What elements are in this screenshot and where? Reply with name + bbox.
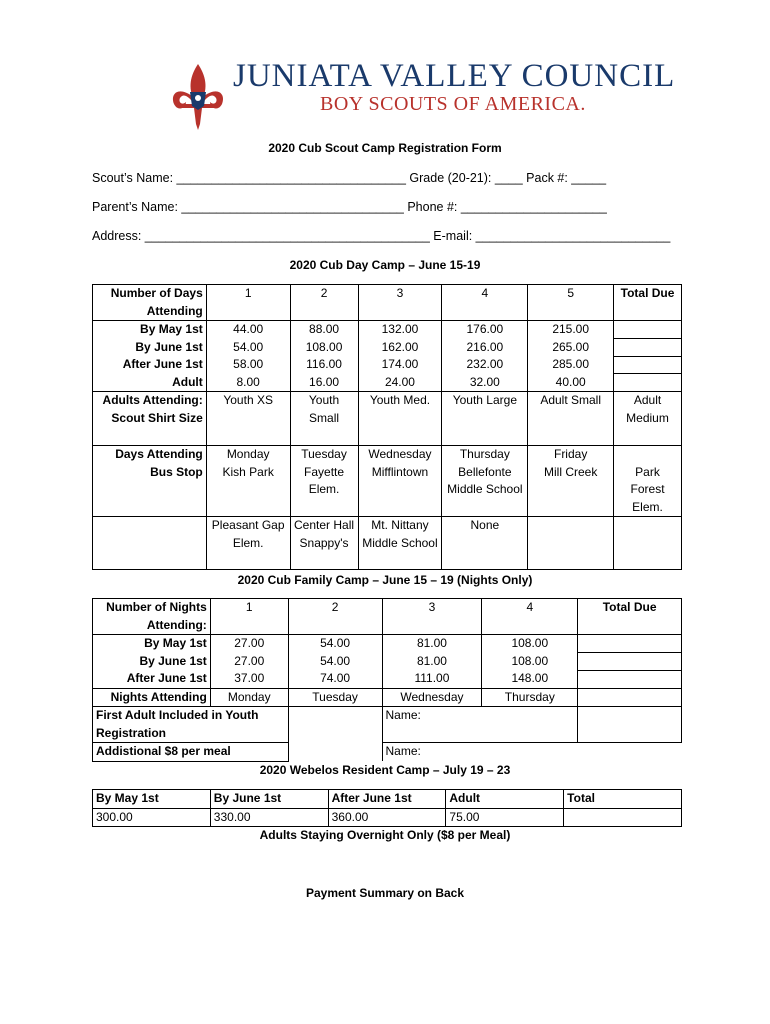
shirt-size-option[interactable]: Youth Small: [290, 392, 358, 446]
family-camp-table: [92, 598, 682, 762]
price-cell: 44.00: [206, 321, 290, 339]
price-cell: 215.00: [528, 321, 614, 339]
empty-cell: [288, 743, 382, 762]
total-due-cell[interactable]: [578, 707, 682, 743]
webelos-price: 300.00: [93, 808, 211, 827]
row-label: By June 1st: [93, 653, 211, 671]
additional-meal-label: Addistional $8 per meal: [93, 743, 289, 762]
row-label: Days Attending: [115, 447, 203, 461]
price-cell: 27.00: [210, 635, 288, 653]
name-label: Name:: [385, 744, 421, 758]
fleur-de-lis-icon: [168, 62, 228, 132]
bus-stop-option[interactable]: Pleasant Gap Elem.: [206, 517, 290, 570]
day-camp-table: [92, 284, 682, 570]
total-due-cell[interactable]: [578, 653, 682, 671]
empty-cell: [614, 517, 682, 570]
row-label: Nights Attending: [93, 688, 211, 707]
price-cell: 132.00: [358, 321, 442, 339]
bus-stop-option[interactable]: Mt. Nittany Middle School: [358, 517, 442, 570]
price-cell: 37.00: [210, 670, 288, 688]
price-cell: 174.00: [358, 356, 442, 374]
form-title: 2020 Cub Scout Camp Registration Form: [268, 141, 502, 155]
webelos-table: [92, 789, 682, 827]
bsa-fleur-de-lis-logo: [168, 62, 228, 132]
option-cell[interactable]: [528, 446, 614, 517]
price-cell: 176.00: [442, 321, 528, 339]
price-cell: 27.00: [210, 653, 288, 671]
price-cell: 265.00: [528, 339, 614, 357]
adult-name-cell[interactable]: [382, 707, 578, 743]
col-header: 2: [288, 599, 382, 635]
adult-name-cell[interactable]: [382, 743, 578, 762]
price-cell: 108.00: [290, 339, 358, 357]
option-cell[interactable]: [290, 446, 358, 517]
col-header: 1: [206, 285, 290, 321]
bus-stop-option[interactable]: Center Hall Snappy's: [290, 517, 358, 570]
webelos-header: By June 1st: [210, 790, 328, 809]
price-cell: 54.00: [288, 635, 382, 653]
total-due-header: Total Due: [614, 285, 682, 321]
total-due-header: Total Due: [578, 599, 682, 635]
total-due-cell[interactable]: [614, 339, 682, 357]
total-due-cell[interactable]: [578, 688, 682, 707]
col-header: 3: [358, 285, 442, 321]
day-option[interactable]: Tuesday: [301, 447, 347, 461]
price-cell: 148.00: [482, 670, 578, 688]
bus-stop-option[interactable]: Bellefonte Middle School: [447, 464, 523, 496]
price-cell: 81.00: [382, 635, 482, 653]
price-cell: 111.00: [382, 670, 482, 688]
price-cell: 285.00: [528, 356, 614, 374]
org-name: JUNIATA VALLEY COUNCIL: [233, 58, 676, 94]
total-due-cell[interactable]: [614, 321, 682, 339]
webelos-header: By May 1st: [93, 790, 211, 809]
label-nights: Number of Nights Attending:: [93, 599, 211, 635]
webelos-total-cell[interactable]: [564, 808, 682, 827]
col-header: 2: [290, 285, 358, 321]
row-label: After June 1st: [93, 356, 207, 374]
row-label: By June 1st: [93, 339, 207, 357]
option-cell[interactable]: [614, 446, 682, 517]
price-cell: 40.00: [528, 374, 614, 392]
bus-stop-option[interactable]: Fayette Elem.: [304, 464, 345, 496]
col-header: 3: [382, 599, 482, 635]
option-cell[interactable]: [206, 446, 290, 517]
address-info-line[interactable]: Address: _________________________________________ E-mail: ____________________________: [92, 229, 671, 243]
total-due-cell[interactable]: [578, 670, 682, 688]
col-header: 4: [482, 599, 578, 635]
webelos-price: 75.00: [446, 808, 564, 827]
price-cell: 88.00: [290, 321, 358, 339]
webelos-price: 330.00: [210, 808, 328, 827]
price-cell: 116.00: [290, 356, 358, 374]
day-option[interactable]: Friday: [553, 447, 588, 461]
night-option[interactable]: Wednesday: [382, 688, 482, 707]
price-cell: 108.00: [482, 653, 578, 671]
shirt-label-cell: [93, 392, 207, 446]
day-option[interactable]: Wednesday: [368, 447, 432, 461]
shirt-size-option[interactable]: Adult Small: [528, 392, 614, 446]
col-header: 1: [210, 599, 288, 635]
total-due-cell[interactable]: [578, 635, 682, 653]
webelos-header: Adult: [446, 790, 564, 809]
family-camp-title: 2020 Cub Family Camp – June 15 – 19 (Nights Only): [237, 573, 533, 587]
parent-info-line[interactable]: Parent’s Name: ________________________________ Phone #: _____________________: [92, 200, 607, 214]
webelos-title: 2020 Webelos Resident Camp – July 19 – 23: [259, 763, 511, 777]
price-cell: 54.00: [288, 653, 382, 671]
total-due-cell[interactable]: [614, 356, 682, 374]
row-label: Adults Attending:: [102, 393, 203, 407]
price-cell: 74.00: [288, 670, 382, 688]
empty-cell: [93, 517, 207, 570]
webelos-price: 360.00: [328, 808, 446, 827]
row-label: Scout Shirt Size: [111, 410, 203, 425]
night-option[interactable]: Tuesday: [288, 688, 382, 707]
empty-cell: [578, 743, 682, 762]
bus-stop-option[interactable]: None: [442, 517, 528, 570]
price-cell: 232.00: [442, 356, 528, 374]
price-cell: 16.00: [290, 374, 358, 392]
bus-stop-option[interactable]: Mill Creek: [543, 464, 598, 479]
row-label: After June 1st: [93, 670, 211, 688]
day-option[interactable]: Thursday: [459, 447, 510, 461]
price-cell: 32.00: [442, 374, 528, 392]
row-label: Adult: [93, 374, 207, 392]
option-cell[interactable]: [442, 446, 528, 517]
days-bus-label-cell: [93, 446, 207, 517]
price-cell: 24.00: [358, 374, 442, 392]
price-cell: 58.00: [206, 356, 290, 374]
shirt-size-option[interactable]: Adult Medium: [614, 392, 682, 446]
price-cell: 54.00: [206, 339, 290, 357]
payment-summary-note: Payment Summary on Back: [305, 886, 465, 900]
webelos-header: Total: [564, 790, 682, 809]
empty-cell: [288, 707, 382, 743]
scout-info-line[interactable]: Scout’s Name: _________________________________ Grade (20-21): ____ Pack #: _____: [92, 171, 607, 185]
price-cell: 162.00: [358, 339, 442, 357]
name-label: Name:: [385, 708, 421, 722]
org-subtitle: BOY SCOUTS OF AMERICA.: [320, 93, 586, 115]
option-cell[interactable]: [358, 446, 442, 517]
row-label: By May 1st: [93, 321, 207, 339]
price-cell: 81.00: [382, 653, 482, 671]
day-camp-title: 2020 Cub Day Camp – June 15-19: [289, 258, 481, 272]
row-label: Bus Stop: [150, 464, 203, 479]
webelos-header: After June 1st: [328, 790, 446, 809]
price-cell: 108.00: [482, 635, 578, 653]
shirt-size-option[interactable]: Youth Med.: [358, 392, 442, 446]
price-cell: 8.00: [206, 374, 290, 392]
first-adult-label: First Adult Included in Youth Registration: [93, 707, 289, 743]
col-header: 5: [528, 285, 614, 321]
price-cell: 216.00: [442, 339, 528, 357]
row-label: By May 1st: [93, 635, 211, 653]
bus-stop-option[interactable]: Park Forest Elem.: [630, 464, 665, 514]
label-days: Number of Days Attending: [93, 285, 207, 321]
empty-cell: [528, 517, 614, 570]
shirt-size-option[interactable]: Youth Large: [442, 392, 528, 446]
bus-stop-option[interactable]: Kish Park: [222, 464, 274, 479]
night-option[interactable]: Thursday: [482, 688, 578, 707]
day-option[interactable]: Monday: [226, 447, 270, 461]
col-header: 4: [442, 285, 528, 321]
shirt-size-option[interactable]: Youth XS: [206, 392, 290, 446]
night-option[interactable]: Monday: [210, 688, 288, 707]
bus-stop-option[interactable]: Mifflintown: [371, 464, 429, 479]
total-due-cell[interactable]: [614, 374, 682, 392]
adults-overnight-note: Adults Staying Overnight Only ($8 per Meal): [259, 828, 511, 842]
